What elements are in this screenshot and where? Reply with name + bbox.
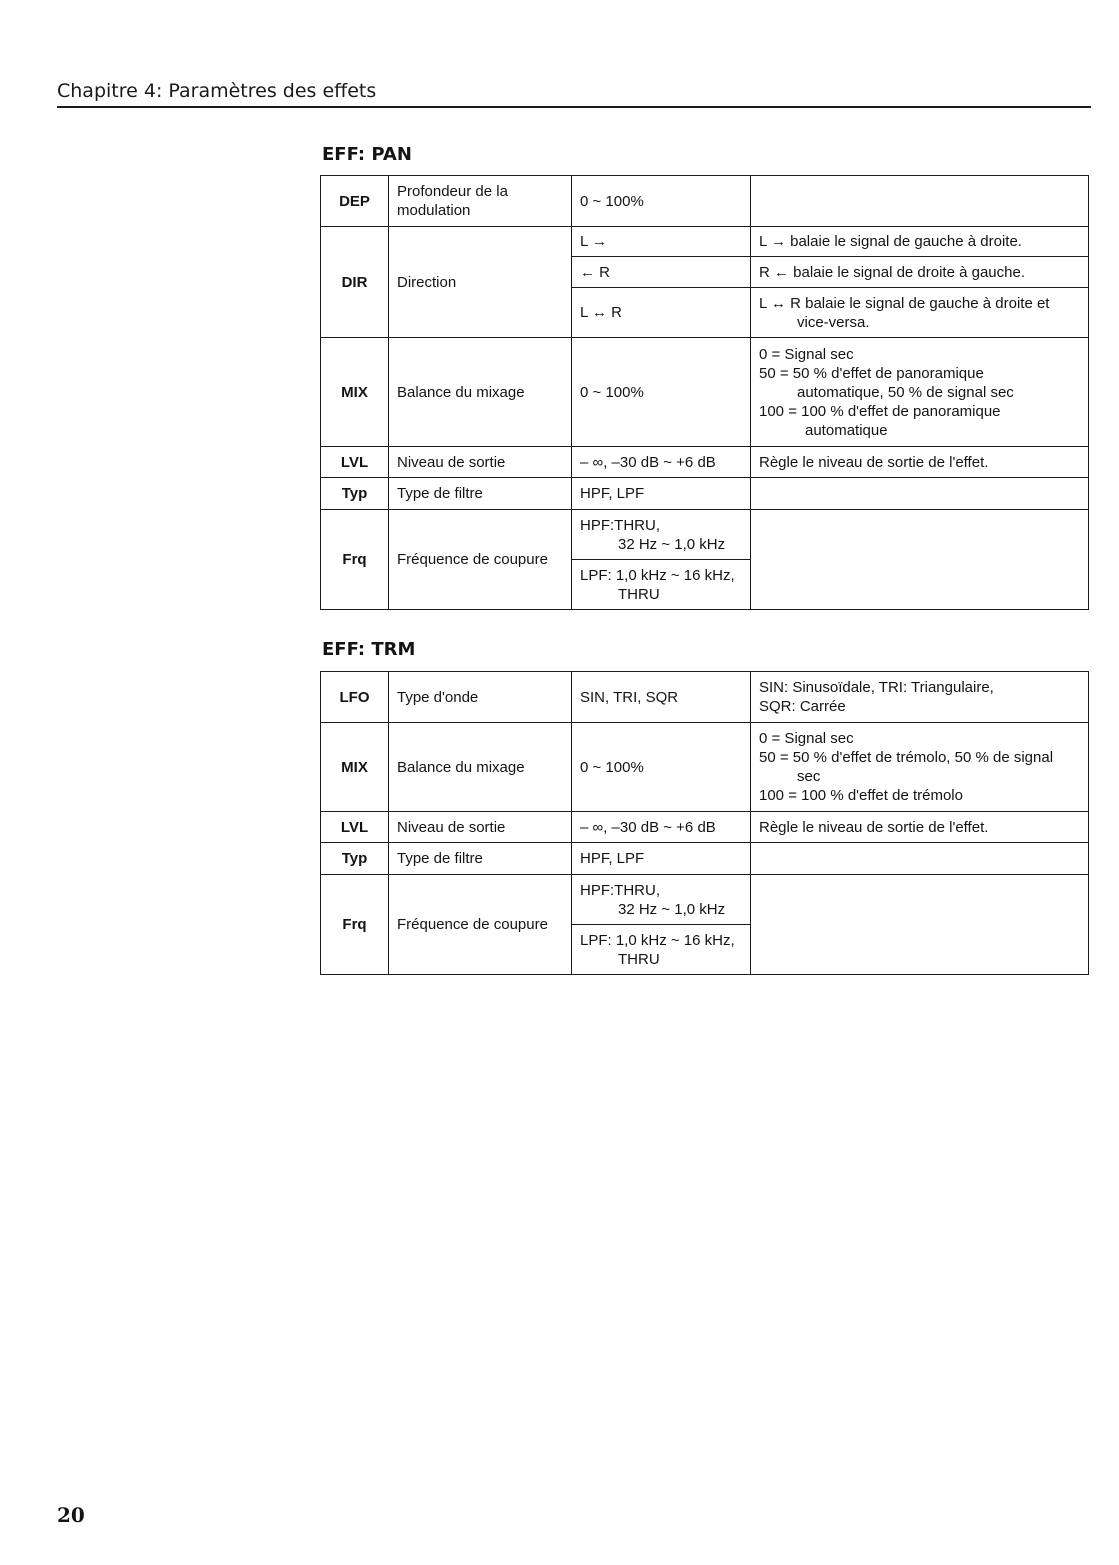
param-abbr: MIX xyxy=(321,338,389,447)
table-row xyxy=(321,812,1089,843)
param-range xyxy=(572,875,751,925)
param-desc: Règle le niveau de sortie de l'effet. xyxy=(751,447,1089,478)
param-desc xyxy=(751,510,1089,610)
param-abbr: LVL xyxy=(321,812,389,843)
param-range: ← R xyxy=(572,257,751,288)
pan-parameter-table xyxy=(320,175,1089,610)
param-abbr: Typ xyxy=(321,478,389,510)
desc-line: SQR: Carrée xyxy=(759,698,846,715)
range-line: LPF: 1,0 kHz ~ 16 kHz, xyxy=(580,931,735,949)
param-name: Balance du mixage xyxy=(389,338,572,447)
param-desc xyxy=(751,843,1089,875)
param-name: Balance du mixage xyxy=(389,723,572,812)
param-desc xyxy=(751,875,1089,975)
desc-line: vice-versa. xyxy=(797,313,870,331)
section-title-trm: EFF: TRM xyxy=(322,639,416,660)
range-line: HPF:THRU, xyxy=(580,881,660,899)
param-range: 0 ~ 100% xyxy=(572,723,751,812)
param-abbr: DEP xyxy=(321,176,389,227)
range-line: THRU xyxy=(618,585,660,603)
trm-parameter-table xyxy=(320,671,1089,975)
param-name: Type de filtre xyxy=(389,478,572,510)
param-abbr: LFO xyxy=(321,672,389,723)
param-range: – ∞, –30 dB ~ +6 dB xyxy=(572,812,751,843)
desc-line: 0 = Signal sec xyxy=(759,345,854,363)
table-row xyxy=(321,478,1089,510)
param-range: SIN, TRI, SQR xyxy=(572,672,751,723)
param-name: Fréquence de coupure xyxy=(389,510,572,610)
desc-line: 50 = 50 % d'effet de panoramique xyxy=(759,364,984,382)
param-desc xyxy=(751,176,1089,227)
param-range xyxy=(572,510,751,560)
table-row xyxy=(321,338,1089,447)
section-title-pan: EFF: PAN xyxy=(322,144,412,165)
param-desc xyxy=(751,338,1089,447)
param-range: 0 ~ 100% xyxy=(572,338,751,447)
range-line: HPF:THRU, xyxy=(580,516,660,534)
param-desc xyxy=(751,723,1089,812)
desc-line: L ↔ R balaie le signal de gauche à droite et xyxy=(759,294,1050,312)
param-desc: R ← balaie le signal de droite à gauche. xyxy=(751,257,1089,288)
param-desc xyxy=(751,478,1089,510)
param-range: 0 ~ 100% xyxy=(572,176,751,227)
table-row xyxy=(321,723,1089,812)
header-rule xyxy=(57,106,1091,108)
table-row xyxy=(321,176,1089,227)
page-number: 20 xyxy=(57,1503,85,1527)
param-desc xyxy=(751,672,1089,723)
param-range xyxy=(572,925,751,975)
param-name: Type d'onde xyxy=(389,672,572,723)
param-name: Niveau de sortie xyxy=(389,447,572,478)
chapter-header: Chapitre 4: Paramètres des effets xyxy=(57,80,377,102)
param-name: Fréquence de coupure xyxy=(389,875,572,975)
table-row xyxy=(321,672,1089,723)
desc-line: automatique xyxy=(805,421,888,439)
desc-line: 100 = 100 % d'effet de panoramique xyxy=(759,402,1001,420)
param-range: L ↔ R xyxy=(572,288,751,338)
table-row xyxy=(321,510,1089,560)
range-line: 32 Hz ~ 1,0 kHz xyxy=(618,535,726,553)
desc-line: SIN: Sinusoïdale, TRI: Triangulaire, xyxy=(759,679,994,696)
param-range: HPF, LPF xyxy=(572,843,751,875)
param-desc: Règle le niveau de sortie de l'effet. xyxy=(751,812,1089,843)
param-desc xyxy=(751,288,1089,338)
param-name: Profondeur de la modulation xyxy=(389,176,572,227)
table-row xyxy=(321,447,1089,478)
param-abbr: LVL xyxy=(321,447,389,478)
param-abbr: MIX xyxy=(321,723,389,812)
desc-line: automatique, 50 % de signal sec xyxy=(797,383,1014,401)
param-range xyxy=(572,560,751,610)
table-row xyxy=(321,843,1089,875)
param-name: Direction xyxy=(389,227,572,338)
desc-line: sec xyxy=(797,768,821,785)
desc-line: 0 = Signal sec xyxy=(759,730,854,747)
desc-line: 50 = 50 % d'effet de trémolo, 50 % de signal xyxy=(759,749,1054,766)
param-name: Niveau de sortie xyxy=(389,812,572,843)
param-name: Type de filtre xyxy=(389,843,572,875)
range-line: LPF: 1,0 kHz ~ 16 kHz, xyxy=(580,566,735,584)
param-abbr: Typ xyxy=(321,843,389,875)
param-range: L → xyxy=(572,227,751,257)
param-abbr: DIR xyxy=(321,227,389,338)
range-line: THRU xyxy=(618,950,660,968)
param-range: – ∞, –30 dB ~ +6 dB xyxy=(572,447,751,478)
param-desc: L → balaie le signal de gauche à droite. xyxy=(751,227,1089,257)
table-row xyxy=(321,227,1089,257)
table-row xyxy=(321,875,1089,925)
range-line: 32 Hz ~ 1,0 kHz xyxy=(618,900,726,918)
desc-line: 100 = 100 % d'effet de trémolo xyxy=(759,787,963,804)
param-abbr: Frq xyxy=(321,510,389,610)
param-abbr: Frq xyxy=(321,875,389,975)
param-range: HPF, LPF xyxy=(572,478,751,510)
